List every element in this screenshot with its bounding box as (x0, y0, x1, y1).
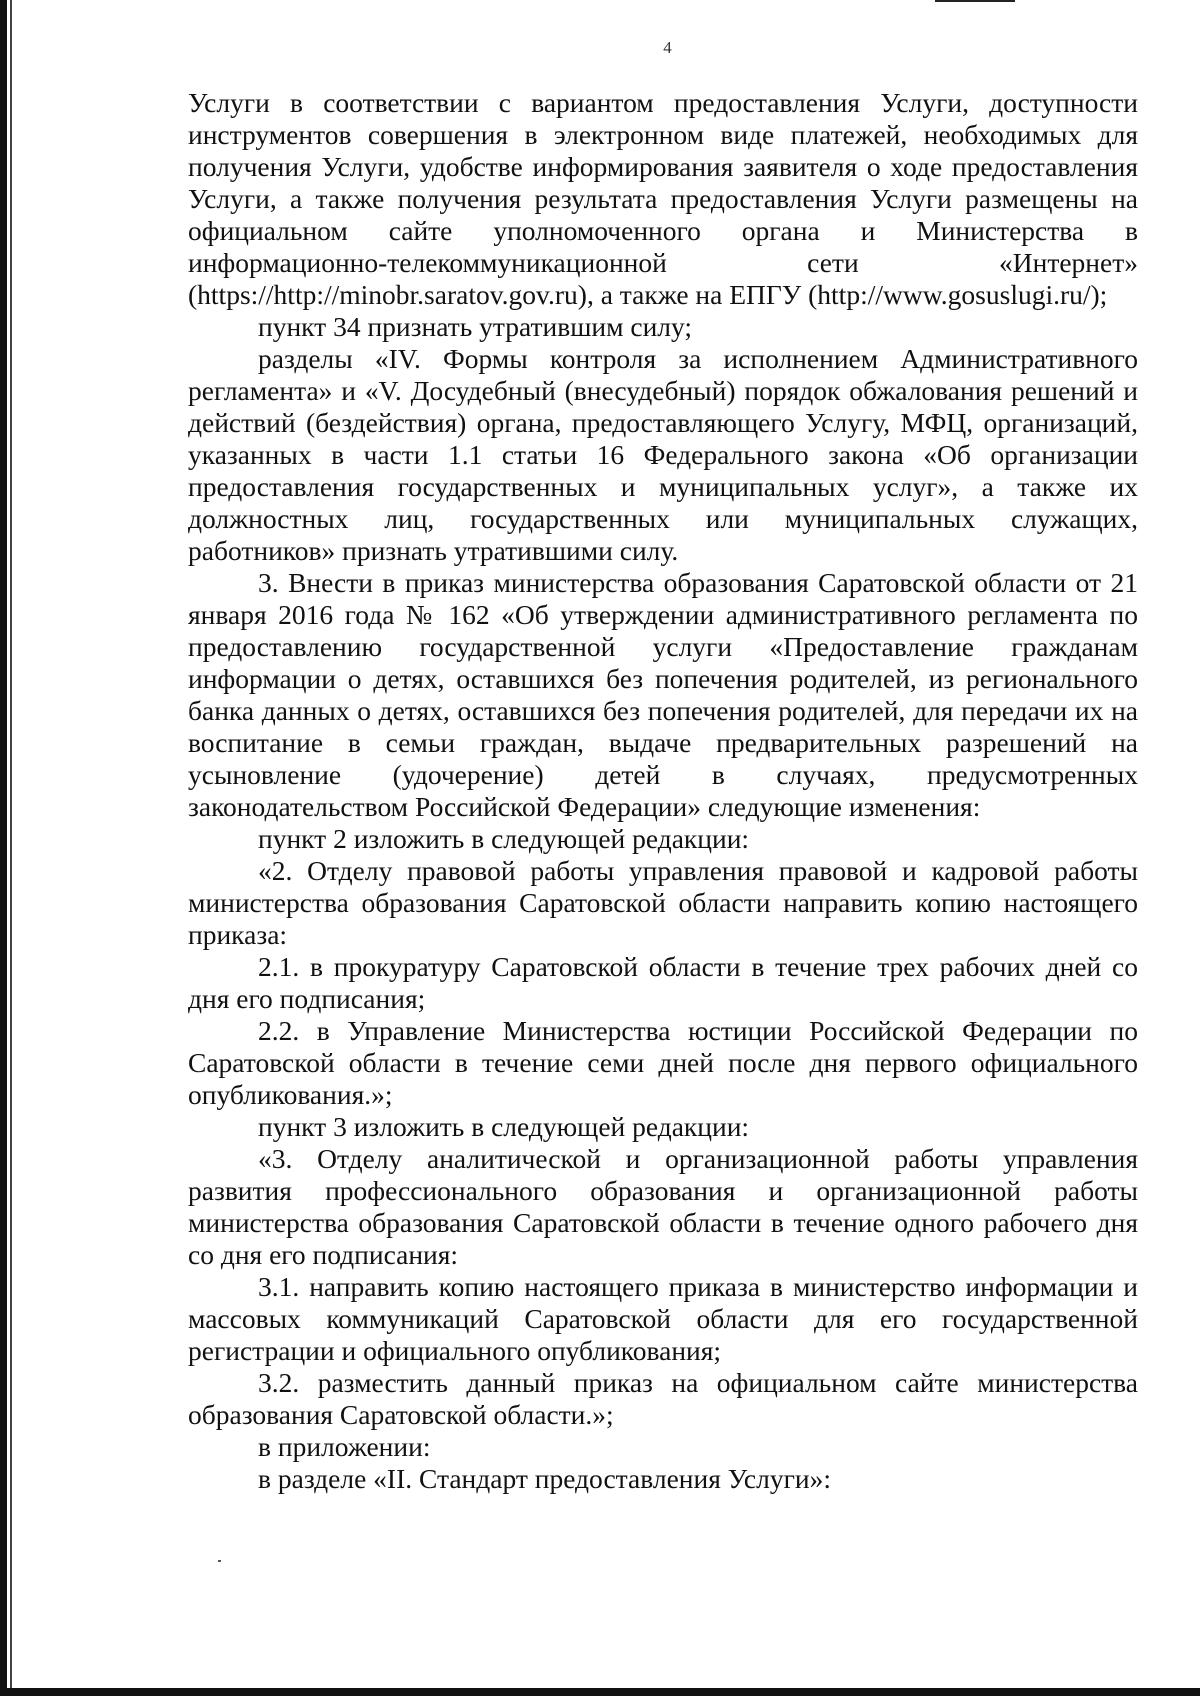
paragraph: пункт 34 признать утратившим силу; (258, 311, 693, 342)
scan-speck (218, 1560, 221, 1562)
paragraph: пункт 2 изложить в следующей редакции: (258, 823, 750, 854)
scan-mark (935, 0, 1015, 2)
paragraph: 3. Внести в приказ министерства образования Саратовской области от 21 января 2016 года № 162 «Об утверждении административного регламента по предоставлению государственной услуги «Предоставление гражданам информации о детях, оставшихся без попечения родителей, из регионального банка данных о детях, оставшихся без попечения родителей, для передачи их на воспитание в семьи граждан, выдаче предварительных разрешений на усыновление (удочерение) детей в случаях, предусмотренных законодательством Российской Федерации» следующие изменения: (188, 567, 1138, 822)
paragraph: 2.2. в Управление Министерства юстиции Российской Федерации по Саратовской области в течение семи дней после дня первого официального опубликования.»; (188, 1015, 1138, 1110)
paragraph: 2.1. в прокуратуру Саратовской области в течение трех рабочих дней со дня его подписания; (188, 951, 1138, 1014)
paragraph: пункт 3 изложить в следующей редакции: (258, 1111, 750, 1142)
paragraph: в приложении: (258, 1431, 431, 1462)
paragraph: «3. Отделу аналитической и организационной работы управления развития профессионального образования и организационной работы министерства образования Саратовской области в течение одного рабочего дня со дня его подписания: (188, 1143, 1138, 1270)
paragraph: 3.2. разместить данный приказ на официальном сайте министерства образования Саратовской области.»; (188, 1367, 1138, 1430)
document-body (188, 87, 1138, 1495)
page-number: 4 (663, 38, 672, 57)
paragraph: в разделе «II. Стандарт предоставления Услуги»: (258, 1463, 831, 1494)
paragraph: разделы «IV. Формы контроля за исполнением Административного регламента» и «V. Досудебный (внесудебный) порядок обжалования решений и действий (бездействия) органа, предоставляющего Услугу, МФЦ, организаций, указанных в части 1.1 статьи 16 Федерального закона «Об организации предоставления государственных и муниципальных услуг», а также их должностных лиц, государственных или муниципальных служащих, работников» признать утратившими силу. (188, 343, 1138, 566)
scan-border-bottom (0, 1688, 1200, 1696)
paragraph: «2. Отделу правовой работы управления правовой и кадровой работы министерства образования Саратовской области направить копию настоящего приказа: (188, 855, 1138, 950)
scan-border-left (0, 0, 7, 1696)
paragraph: 3.1. направить копию настоящего приказа в министерство информации и массовых коммуникаций Саратовской области для его государственной регистрации и официального опубликования; (188, 1271, 1138, 1366)
paragraph: Услуги в соответствии с вариантом предоставления Услуги, доступности инструментов совершения в электронном виде платежей, необходимых для получения Услуги, удобстве информирования заявителя о ходе предоставления Услуги, а также получения результата предоставления Услуги размещены на официальном сайте уполномоченного органа и Министерства в информационно-телекоммуникационной сети «Интернет» (https://http://minobr.saratov.gov.ru), а также на ЕПГУ (http://www.gosuslugi.ru/); (188, 87, 1138, 310)
scan-border-line (10, 0, 12, 1696)
